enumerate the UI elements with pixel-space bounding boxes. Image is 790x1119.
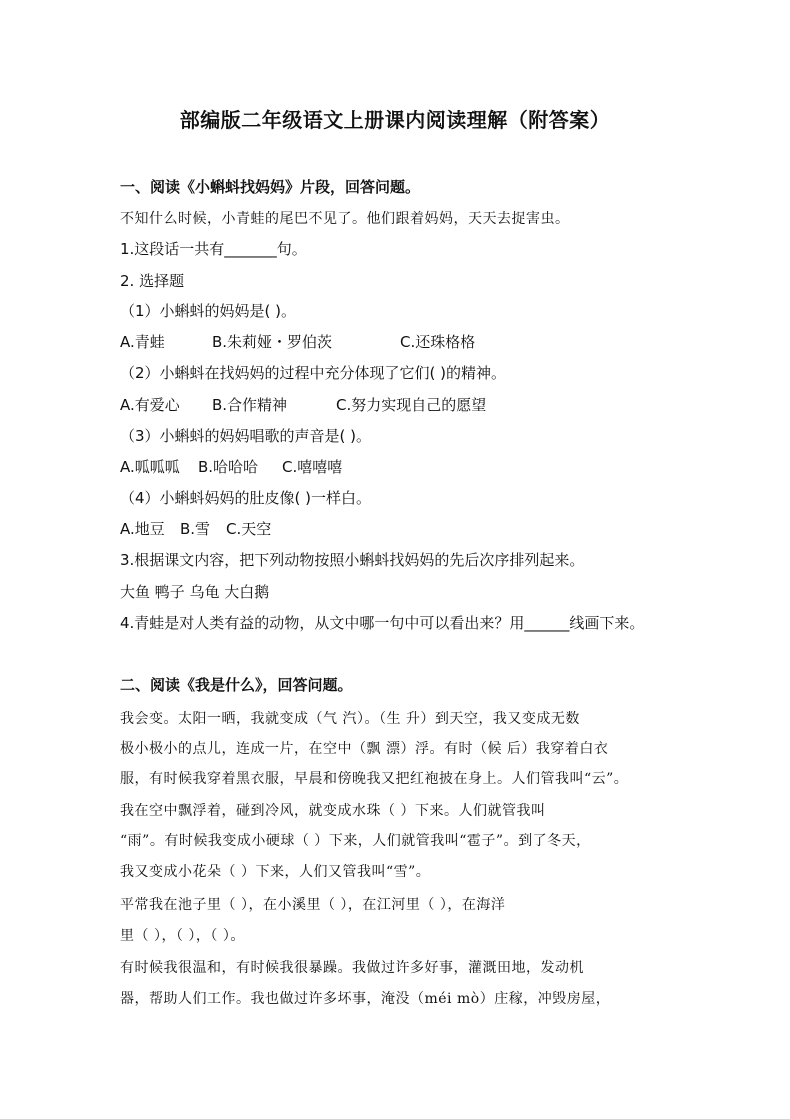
question-1: 1.这段话一共有_______句。 <box>120 240 307 258</box>
passage-line: 里（ ），（ ），（ ）。 <box>120 928 245 944</box>
option-c: C.努力实现自己的愿望 <box>336 396 487 414</box>
question-2-3: （3）小蝌蚪的妈妈唱歌的声音是( )。 <box>120 427 372 445</box>
question-2-4: （4）小蝌蚪妈妈的肚皮像( )一样白。 <box>120 489 372 507</box>
option-a: A.呱呱呱 <box>120 458 180 476</box>
section2-heading: 二、阅读《我是什么》，回答问题。 <box>120 676 353 694</box>
question-2-2: （2）小蝌蚪在找妈妈的过程中充分体现了它们( )的精神。 <box>120 364 507 382</box>
option-a: A.地豆 <box>120 520 165 538</box>
option-a: A.有爱心 <box>120 396 180 414</box>
passage-line: 有时候我很温和，有时候我很暴躁。我做过许多好事，灌溉田地，发动机 <box>120 960 584 976</box>
passage-line: 服，有时候我穿着黑衣服，早晨和傍晚我又把红袍披在身上。人们管我叫“云”。 <box>120 771 629 787</box>
section1-heading: 一、阅读《小蝌蚪找妈妈》片段，回答问题。 <box>120 178 421 196</box>
question-2-3-options <box>120 456 342 477</box>
passage-line: 平常我在池子里（ ），在小溪里（ ），在江河里（ ），在海洋 <box>120 897 506 913</box>
option-a: A.青蛙 <box>120 333 165 351</box>
question-2-title: 2. 选择题 <box>120 272 185 290</box>
question-2-4-options <box>120 518 271 539</box>
option-b: B.朱莉娅・罗伯茨 <box>212 333 333 351</box>
option-c: C.还珠格格 <box>400 333 476 351</box>
option-b: B.合作精神 <box>212 396 288 414</box>
passage-line: “雨”。有时候我变成小硬球（ ）下来，人们就管我叫“雹子”。到了冬天， <box>120 833 591 849</box>
question-2-1: （1）小蝌蚪的妈妈是( )。 <box>120 302 297 320</box>
passage-line: 我在空中飘浮着，碰到冷风，就变成水珠（ ）下来。人们就管我叫 <box>120 803 546 819</box>
question-3-animals: 大鱼 鸭子 乌龟 大白鹅 <box>120 583 270 601</box>
section1-passage: 不知什么时候，小青蛙的尾巴不见了。他们跟着妈妈，天天去捉害虫。 <box>120 211 570 227</box>
option-c: C.天空 <box>226 520 272 538</box>
passage-line: 我会变。太阳一晒，我就变成（气 汽）。（生 升）到天空，我又变成无数 <box>120 711 580 727</box>
document-title: 部编版二年级语文上册课内阅读理解（附答案） <box>179 108 611 132</box>
question-3: 3.根据课文内容，把下列动物按照小蝌蚪找妈妈的先后次序排列起来。 <box>120 551 585 569</box>
option-b: B.雪 <box>180 520 211 538</box>
option-b: B.哈哈哈 <box>198 458 259 476</box>
question-2-1-options <box>120 331 475 352</box>
passage-line: 我又变成小花朵（ ）下来，人们又管我叫“雪”。 <box>120 864 431 880</box>
passage-line: 器，帮助人们工作。我也做过许多坏事，淹没（méi mò）庄稼，冲毁房屋， <box>120 991 611 1007</box>
option-c: C.嘻嘻嘻 <box>282 458 343 476</box>
question-2-2-options <box>120 394 486 415</box>
passage-line: 极小极小的点儿，连成一片，在空中（飘 漂）浮。有时（候 后）我穿着白衣 <box>120 741 609 757</box>
question-4: 4.青蛙是对人类有益的动物，从文中哪一句中可以看出来？用______线画下来。 <box>120 614 645 632</box>
